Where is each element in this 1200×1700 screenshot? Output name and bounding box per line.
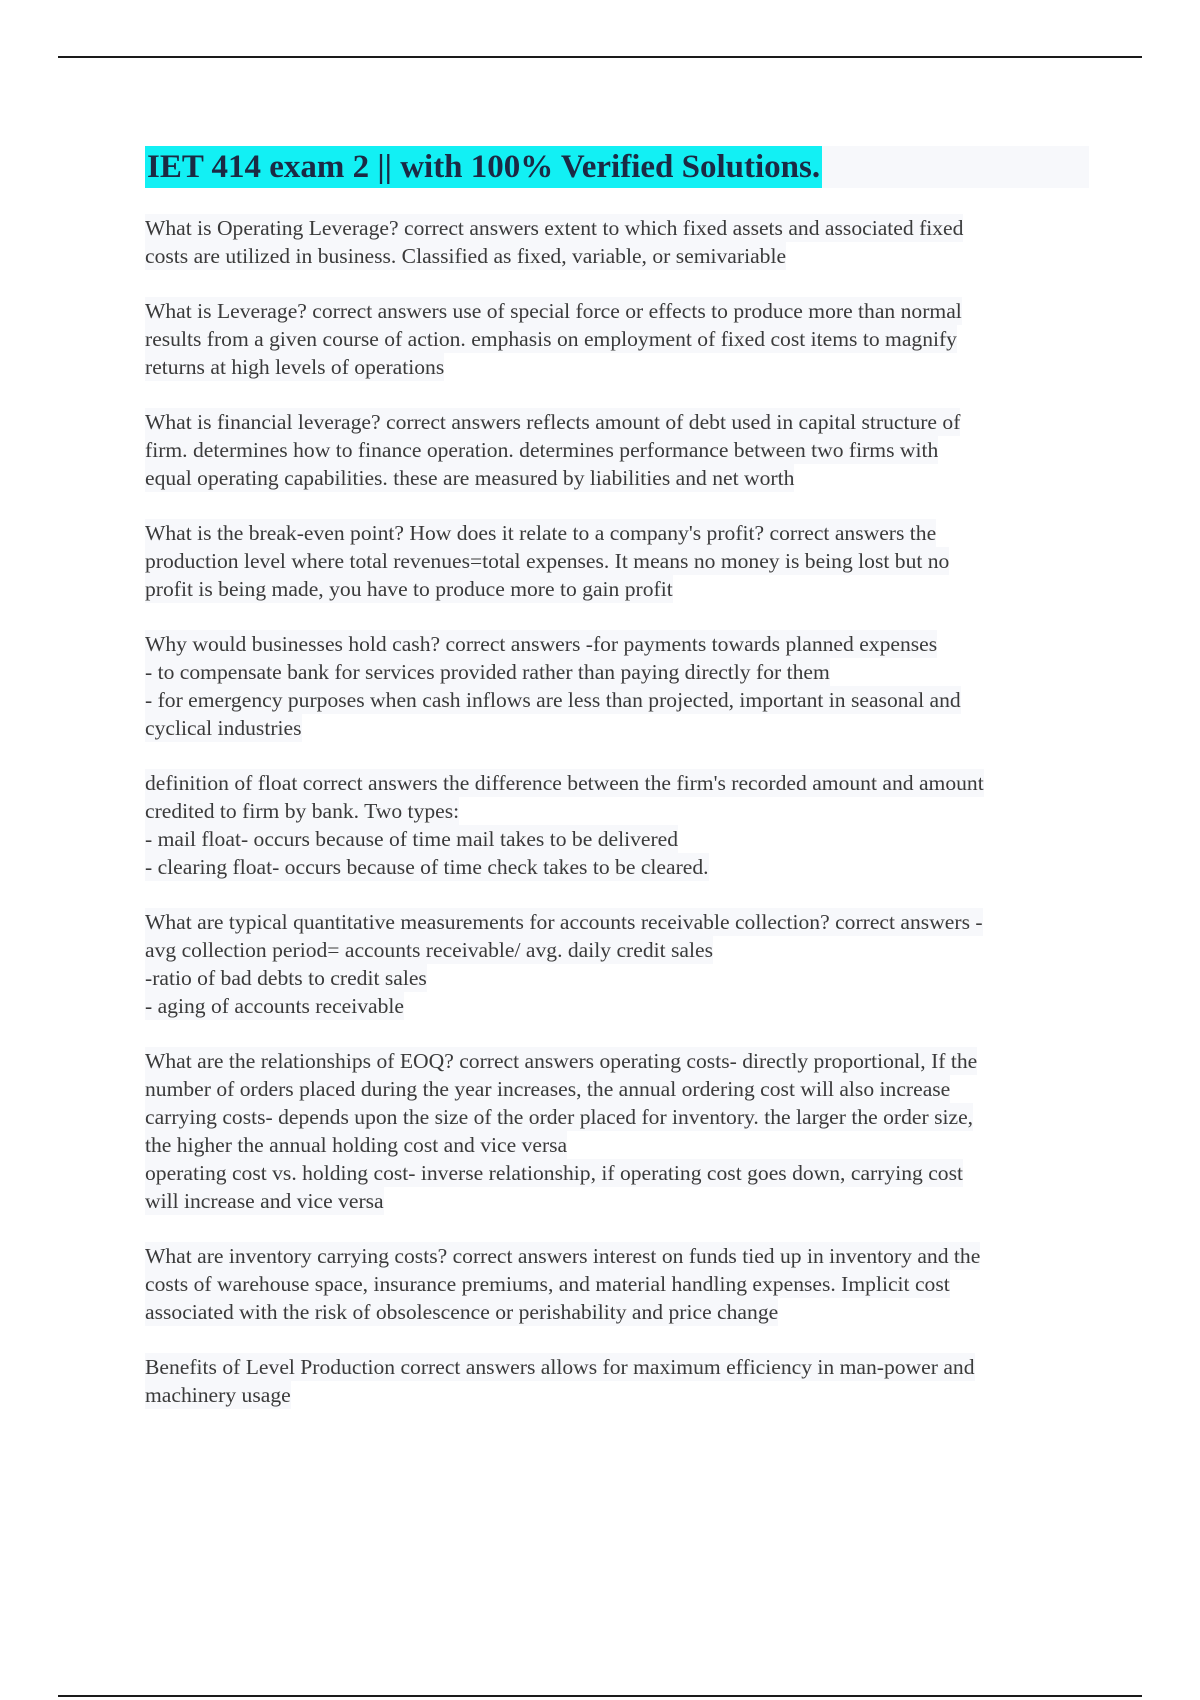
qa-line: - aging of accounts receivable (145, 994, 404, 1018)
title-band (145, 146, 1089, 188)
qa-line: credited to firm by bank. Two types: (145, 799, 460, 823)
qa-entry-carrying-costs (145, 1242, 1089, 1326)
qa-entry-financial-leverage (145, 408, 1089, 492)
qa-entry-break-even (145, 519, 1089, 603)
qa-entry-receivable-measurements (145, 908, 1089, 1020)
qa-line: - for emergency purposes when cash inflows are less than projected, important in seasonal and (145, 688, 961, 712)
top-rule (58, 56, 1142, 58)
qa-line: -ratio of bad debts to credit sales (145, 966, 427, 990)
qa-line: production level where total revenues=total expenses. It means no money is being lost but no (145, 549, 950, 573)
qa-entry-leverage (145, 297, 1089, 381)
document-title: IET 414 exam 2 || with 100% Verified Solutions. (145, 146, 822, 188)
qa-line: cyclical industries (145, 716, 302, 740)
qa-line: associated with the risk of obsolescence or perishability and price change (145, 1300, 779, 1324)
qa-line: results from a given course of action. emphasis on employment of fixed cost items to magnify (145, 327, 957, 351)
qa-line: What are typical quantitative measurements for accounts receivable collection? correct answers - (145, 910, 983, 934)
qa-line: profit is being made, you have to produce more to gain profit (145, 577, 673, 601)
qa-line: firm. determines how to finance operation. determines performance between two firms with (145, 438, 939, 462)
qa-line: What are the relationships of EOQ? correct answers operating costs- directly proportional, If the (145, 1049, 978, 1073)
qa-line: What is Leverage? correct answers use of special force or effects to produce more than normal (145, 299, 962, 323)
qa-line: - mail float- occurs because of time mail takes to be delivered (145, 827, 679, 851)
qa-line: costs are utilized in business. Classified as fixed, variable, or semivariable (145, 244, 787, 268)
qa-line: What are inventory carrying costs? correct answers interest on funds tied up in inventory and the (145, 1244, 981, 1268)
qa-line: avg collection period= accounts receivable/ avg. daily credit sales (145, 938, 713, 962)
qa-line: - to compensate bank for services provided rather than paying directly for them (145, 660, 830, 684)
qa-line: What is Operating Leverage? correct answers extent to which fixed assets and associated fixed (145, 216, 964, 240)
bottom-rule (58, 1695, 1142, 1697)
qa-entry-float (145, 769, 1089, 881)
qa-line: - clearing float- occurs because of time check takes to be cleared. (145, 855, 709, 879)
qa-line: number of orders placed during the year increases, the annual ordering cost will also increase (145, 1077, 951, 1101)
qa-line: carrying costs- depends upon the size of the order placed for inventory. the larger the order size, (145, 1105, 974, 1129)
qa-line: will increase and vice versa (145, 1189, 384, 1213)
qa-line: What is the break-even point? How does it relate to a company's profit? correct answers the (145, 521, 937, 545)
qa-entry-level-production (145, 1353, 1089, 1409)
qa-entry-operating-leverage (145, 214, 1089, 270)
qa-line: returns at high levels of operations (145, 355, 445, 379)
qa-line: definition of float correct answers the difference between the firm's recorded amount and amount (145, 771, 984, 795)
qa-line: machinery usage (145, 1383, 291, 1407)
qa-line: operating cost vs. holding cost- inverse relationship, if operating cost goes down, carrying cost (145, 1161, 963, 1185)
qa-line: Why would businesses hold cash? correct answers -for payments towards planned expenses (145, 632, 938, 656)
qa-line: Benefits of Level Production correct answers allows for maximum efficiency in man-power and (145, 1355, 975, 1379)
qa-line: equal operating capabilities. these are measured by liabilities and net worth (145, 466, 795, 490)
qa-line: What is financial leverage? correct answers reflects amount of debt used in capital structure of (145, 410, 961, 434)
qa-list (145, 214, 1089, 1436)
qa-entry-hold-cash (145, 630, 1089, 742)
qa-entry-eoq (145, 1047, 1089, 1215)
qa-line: the higher the annual holding cost and vice versa (145, 1133, 568, 1157)
qa-line: costs of warehouse space, insurance premiums, and material handling expenses. Implicit cost (145, 1272, 950, 1296)
